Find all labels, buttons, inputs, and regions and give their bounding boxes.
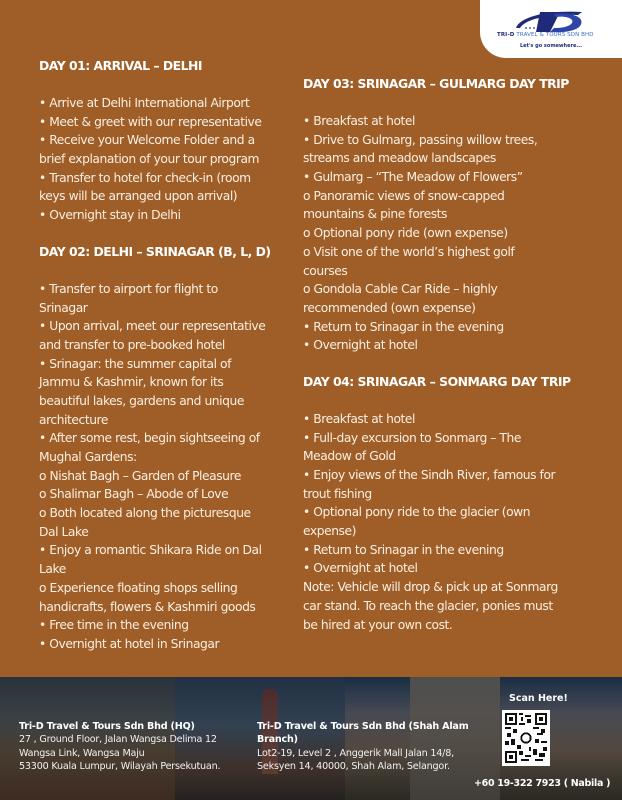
itinerary-note: be hired at your own cost. bbox=[303, 617, 453, 632]
itinerary-line: keys will be arranged upon arrival) bbox=[39, 189, 238, 204]
whatsapp-qr-code[interactable] bbox=[502, 710, 550, 766]
company-logo bbox=[480, 0, 622, 58]
logo-company-name bbox=[497, 32, 594, 38]
itinerary-line: o Optional pony ride (own expense) bbox=[303, 226, 508, 241]
itinerary-line: mountains & pine forests bbox=[303, 207, 447, 222]
hq-address-line: Wangsa Link, Wangsa Maju bbox=[19, 747, 145, 759]
itinerary-line: • Full-day excursion to Sonmarg – The bbox=[303, 430, 521, 445]
branch-title: Tri-D Travel & Tours Sdn Bhd (Shah Alam bbox=[257, 721, 469, 732]
itinerary-line: courses bbox=[303, 263, 348, 278]
itinerary-line: o Panoramic views of snow-capped bbox=[303, 188, 505, 203]
logo-name-rest: TRAVEL & TOURS SDN BHD bbox=[516, 32, 594, 38]
itinerary-line: Jammu & Kashmir, known for its bbox=[39, 375, 224, 390]
left-column bbox=[39, 57, 299, 654]
itinerary-note: car stand. To reach the glacier, ponies must bbox=[303, 598, 553, 613]
itinerary-line: architecture bbox=[39, 412, 109, 427]
right-column bbox=[303, 75, 615, 634]
tri-d-logo-icon bbox=[510, 6, 590, 34]
itinerary-line: • Return to Srinagar in the evening bbox=[303, 319, 504, 334]
contact-phone: +60 19-322 7923 ( Nabila ) bbox=[474, 778, 611, 789]
branch-address bbox=[257, 720, 469, 774]
itinerary-line: • Return to Srinagar in the evening bbox=[303, 542, 504, 557]
itinerary-line: • Transfer to airport for flight to bbox=[39, 281, 218, 296]
itinerary-line: • Optional pony ride to the glacier (own bbox=[303, 505, 531, 520]
itinerary-line: • Overnight at hotel bbox=[303, 338, 418, 353]
itinerary-line: • Arrive at Delhi International Airport bbox=[39, 96, 250, 110]
itinerary-line: expense) bbox=[303, 524, 356, 539]
itinerary-line: • Overnight at hotel bbox=[303, 561, 418, 576]
logo-name-bold: TRI-D bbox=[497, 32, 515, 38]
day-title: DAY 04: SRINAGAR – SONMARG DAY TRIP bbox=[303, 373, 571, 389]
itinerary-line: • Gulmarg – “The Meadow of Flowers” bbox=[303, 170, 523, 185]
logo-tagline: Let's go somewhere... bbox=[519, 43, 583, 49]
itinerary-line: beautiful lakes, gardens and unique bbox=[39, 393, 244, 408]
itinerary-line: streams and meadow landscapes bbox=[303, 151, 496, 166]
scan-label: Scan Here! bbox=[509, 693, 568, 704]
itinerary-line: Lake bbox=[39, 562, 66, 577]
itinerary-line: handicrafts, flowers & Kashmiri goods bbox=[39, 599, 256, 614]
day-title: DAY 02: DELHI – SRINAGAR (B, L, D) bbox=[39, 243, 271, 259]
itinerary-line: Meadow of Gold bbox=[303, 449, 396, 464]
itinerary-line: • Srinagar: the summer capital of bbox=[39, 356, 231, 371]
itinerary-line: • Breakfast at hotel bbox=[303, 411, 415, 426]
itinerary-line: recommended (own expense) bbox=[303, 300, 476, 315]
itinerary-line: o Shalimar Bagh – Abode of Love bbox=[39, 487, 229, 502]
itinerary-line: • Receive your Welcome Folder and a bbox=[39, 133, 255, 148]
itinerary-line: trout fishing bbox=[303, 486, 372, 501]
itinerary-line: • Upon arrival, meet our representative bbox=[39, 319, 266, 334]
hq-title: Tri-D Travel & Tours Sdn Bhd (HQ) bbox=[19, 721, 195, 732]
itinerary-line: o Visit one of the world’s highest golf bbox=[303, 244, 515, 259]
qr-code-icon bbox=[505, 713, 547, 763]
day-title: DAY 03: SRINAGAR – GULMARG DAY TRIP bbox=[303, 76, 569, 91]
hq-address-line: 53300 Kuala Lumpur, Wilayah Persekutuan. bbox=[19, 761, 221, 773]
itinerary-line: Srinagar bbox=[39, 300, 88, 315]
itinerary-line: o Nishat Bagh – Garden of Pleasure bbox=[39, 468, 241, 483]
branch-title: Branch) bbox=[257, 734, 298, 746]
itinerary-line: Mughal Gardens: bbox=[39, 450, 137, 464]
footer-contact-banner bbox=[0, 677, 622, 800]
itinerary-line: • Transfer to hotel for check-in (room bbox=[39, 170, 251, 185]
itinerary-line: • Overnight stay in Delhi bbox=[39, 208, 181, 223]
itinerary-line: • Breakfast at hotel bbox=[303, 114, 415, 128]
itinerary-line: o Experience floating shops selling bbox=[39, 580, 238, 595]
itinerary-line: brief explanation of your tour program bbox=[39, 152, 260, 167]
hq-address-line: 27 , Ground Floor, Jalan Wangsa Delima 12 bbox=[19, 734, 217, 746]
itinerary-note: Note: Vehicle will drop & pick up at Sonmarg bbox=[303, 580, 558, 595]
itinerary-line: • Meet & greet with our representative bbox=[39, 114, 262, 129]
itinerary-line: • Enjoy a romantic Shikara Ride on Dal bbox=[39, 543, 262, 558]
itinerary-line: • After some rest, begin sightseeing of bbox=[39, 431, 260, 446]
itinerary-line: o Gondola Cable Car Ride – highly bbox=[303, 282, 498, 297]
branch-address-line: Lot2-19, Level 2 , Anggerik Mall Jalan 14/8, bbox=[257, 747, 454, 759]
day-title: DAY 01: ARRIVAL – DELHI bbox=[39, 58, 202, 73]
itinerary-line: and transfer to pre-booked hotel bbox=[39, 337, 225, 352]
itinerary-line: Dal Lake bbox=[39, 524, 89, 539]
branch-address-line: Seksyen 14, 40000, Shah Alam, Selangor. bbox=[257, 761, 450, 773]
hq-address bbox=[19, 720, 220, 774]
itinerary-line: • Drive to Gulmarg, passing willow trees, bbox=[303, 132, 538, 147]
itinerary-line: • Overnight at hotel in Srinagar bbox=[39, 636, 220, 651]
itinerary-line: • Enjoy views of the Sindh River, famous for bbox=[303, 468, 556, 482]
itinerary-line: • Free time in the evening bbox=[39, 618, 189, 633]
itinerary-line: o Both located along the picturesque bbox=[39, 506, 251, 521]
